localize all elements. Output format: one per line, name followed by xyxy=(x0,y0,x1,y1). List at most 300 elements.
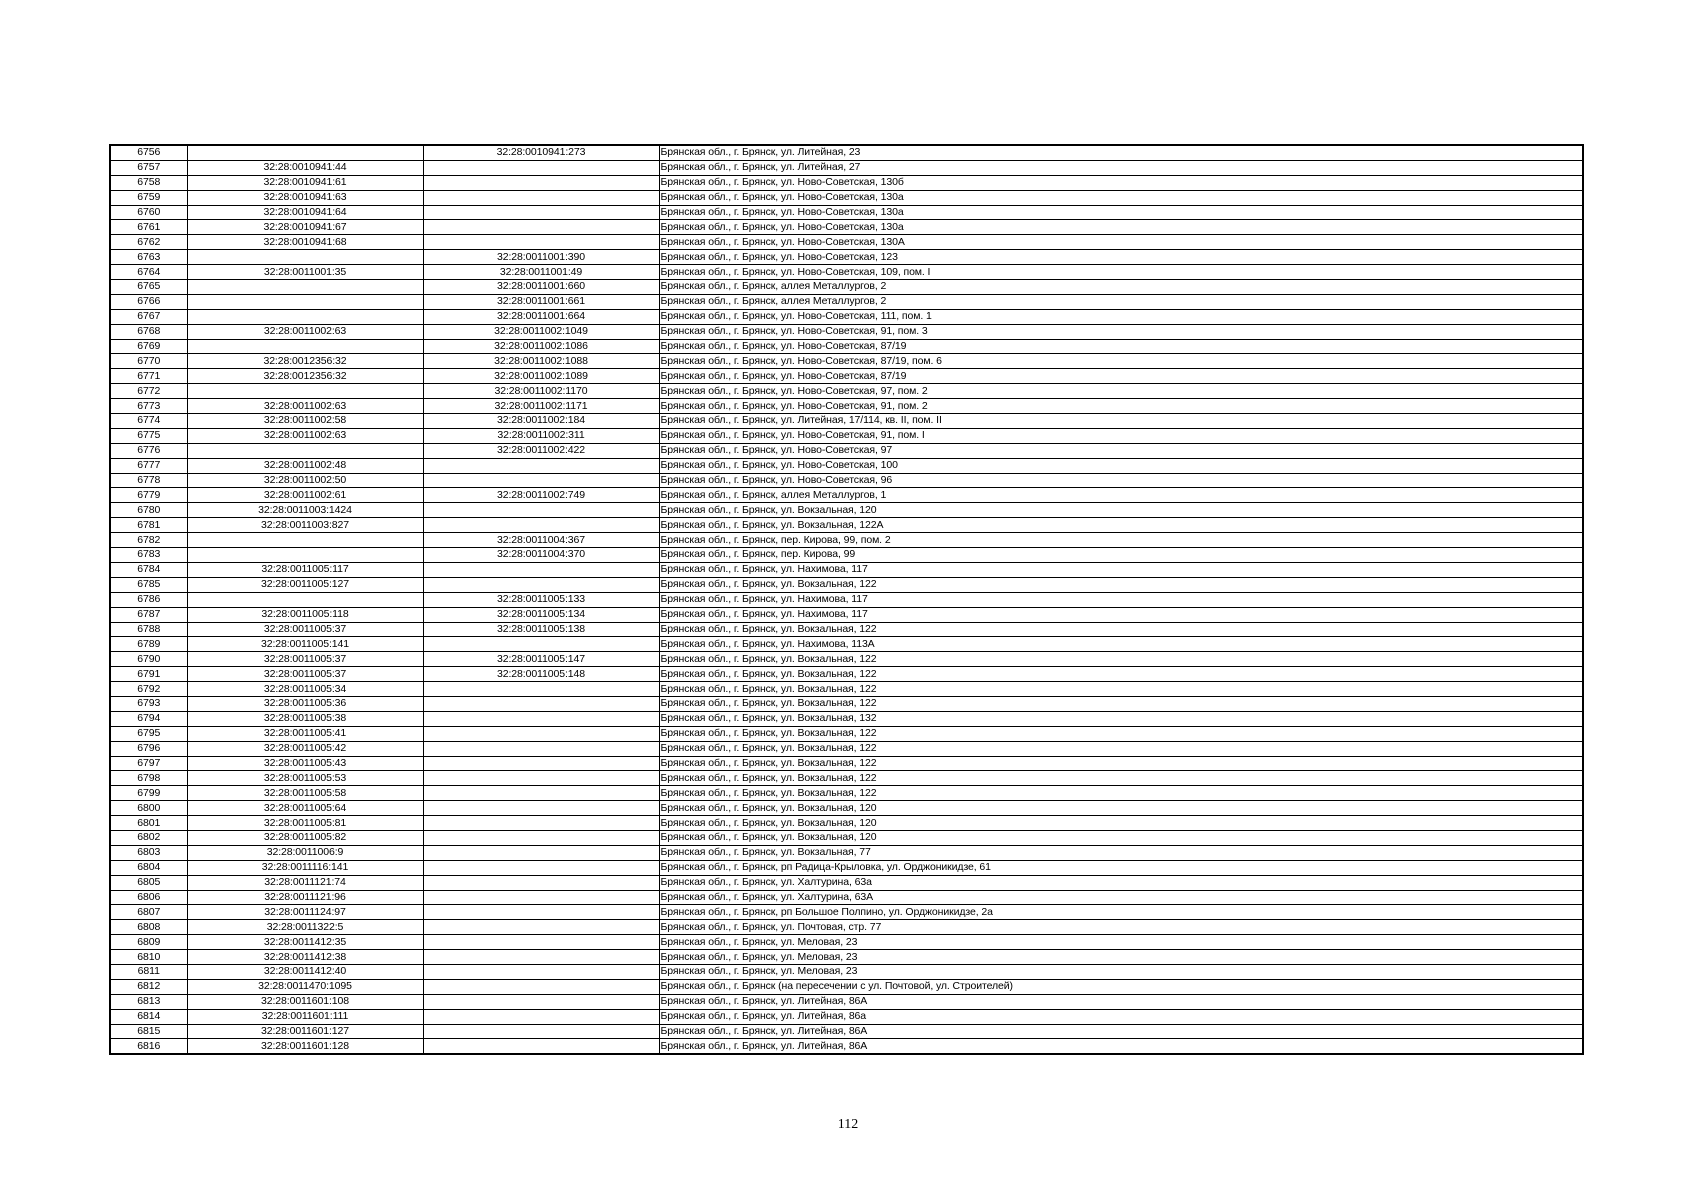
row-number-cell: 6787 xyxy=(110,607,187,622)
row-number-cell: 6782 xyxy=(110,533,187,548)
table-row xyxy=(110,816,1583,831)
address-cell: Брянская обл., г. Брянск, ул. Ново-Советская, 130А xyxy=(659,235,1583,250)
address-cell: Брянская обл., г. Брянск, рп Большое Полпино, ул. Орджоникидзе, 2а xyxy=(659,905,1583,920)
land-cadastral-number-cell xyxy=(187,548,423,563)
table-row xyxy=(110,384,1583,399)
land-cadastral-number-cell: 32:28:0011412:38 xyxy=(187,950,423,965)
table-body xyxy=(110,145,1583,1054)
address-cell: Брянская обл., г. Брянск, пер. Кирова, 99 xyxy=(659,548,1583,563)
address-cell: Брянская обл., г. Брянск, ул. Халтурина, 63А xyxy=(659,890,1583,905)
building-cadastral-number-cell xyxy=(423,830,659,845)
building-cadastral-number-cell xyxy=(423,518,659,533)
table-row xyxy=(110,964,1583,979)
land-cadastral-number-cell: 32:28:0011005:38 xyxy=(187,711,423,726)
building-cadastral-number-cell xyxy=(423,801,659,816)
building-cadastral-number-cell: 32:28:0011002:749 xyxy=(423,488,659,503)
row-number-cell: 6798 xyxy=(110,771,187,786)
building-cadastral-number-cell xyxy=(423,473,659,488)
land-cadastral-number-cell: 32:28:0011005:36 xyxy=(187,696,423,711)
address-cell: Брянская обл., г. Брянск, ул. Вокзальная, 122 xyxy=(659,756,1583,771)
building-cadastral-number-cell xyxy=(423,711,659,726)
table-row xyxy=(110,145,1583,160)
address-cell: Брянская обл., г. Брянск, ул. Нахимова, 117 xyxy=(659,562,1583,577)
building-cadastral-number-cell: 32:28:0011002:422 xyxy=(423,443,659,458)
table-row xyxy=(110,265,1583,280)
table-row xyxy=(110,622,1583,637)
address-cell: Брянская обл., г. Брянск, ул. Вокзальная, 122 xyxy=(659,667,1583,682)
land-cadastral-number-cell: 32:28:0011005:37 xyxy=(187,667,423,682)
row-number-cell: 6810 xyxy=(110,950,187,965)
building-cadastral-number-cell xyxy=(423,741,659,756)
address-cell: Брянская обл., г. Брянск, ул. Ново-Советская, 91, пом. I xyxy=(659,428,1583,443)
row-number-cell: 6761 xyxy=(110,220,187,235)
address-cell: Брянская обл., г. Брянск, ул. Вокзальная, 122 xyxy=(659,741,1583,756)
row-number-cell: 6759 xyxy=(110,190,187,205)
building-cadastral-number-cell: 32:28:0011002:184 xyxy=(423,414,659,429)
address-cell: Брянская обл., г. Брянск, ул. Литейная, 86А xyxy=(659,1024,1583,1039)
row-number-cell: 6788 xyxy=(110,622,187,637)
table-row xyxy=(110,562,1583,577)
land-cadastral-number-cell: 32:28:0011005:118 xyxy=(187,607,423,622)
table-row xyxy=(110,428,1583,443)
building-cadastral-number-cell: 32:28:0011001:661 xyxy=(423,294,659,309)
table-row xyxy=(110,979,1583,994)
address-cell: Брянская обл., г. Брянск, ул. Вокзальная, 120 xyxy=(659,801,1583,816)
table-row xyxy=(110,280,1583,295)
address-cell: Брянская обл., г. Брянск, ул. Ново-Советская, 109, пом. I xyxy=(659,265,1583,280)
address-cell: Брянская обл., г. Брянск, ул. Вокзальная, 122 xyxy=(659,622,1583,637)
row-number-cell: 6764 xyxy=(110,265,187,280)
land-cadastral-number-cell: 32:28:0011005:34 xyxy=(187,682,423,697)
building-cadastral-number-cell: 32:28:0011005:133 xyxy=(423,592,659,607)
address-cell: Брянская обл., г. Брянск, ул. Ново-Советская, 87/19 xyxy=(659,369,1583,384)
address-cell: Брянская обл., г. Брянск, ул. Литейная, 86А xyxy=(659,994,1583,1009)
row-number-cell: 6757 xyxy=(110,160,187,175)
row-number-cell: 6809 xyxy=(110,935,187,950)
address-cell: Брянская обл., г. Брянск, ул. Ново-Советская, 130б xyxy=(659,175,1583,190)
row-number-cell: 6792 xyxy=(110,682,187,697)
building-cadastral-number-cell: 32:28:0010941:273 xyxy=(423,145,659,160)
building-cadastral-number-cell xyxy=(423,637,659,652)
land-cadastral-number-cell: 32:28:0011002:50 xyxy=(187,473,423,488)
row-number-cell: 6807 xyxy=(110,905,187,920)
land-cadastral-number-cell: 32:28:0010941:61 xyxy=(187,175,423,190)
building-cadastral-number-cell: 32:28:0011001:390 xyxy=(423,250,659,265)
land-cadastral-number-cell: 32:28:0010941:44 xyxy=(187,160,423,175)
building-cadastral-number-cell: 32:28:0011005:148 xyxy=(423,667,659,682)
address-cell: Брянская обл., г. Брянск, ул. Ново-Советская, 97, пом. 2 xyxy=(659,384,1583,399)
land-cadastral-number-cell: 32:28:0012356:32 xyxy=(187,369,423,384)
land-cadastral-number-cell: 32:28:0011001:35 xyxy=(187,265,423,280)
land-cadastral-number-cell xyxy=(187,384,423,399)
row-number-cell: 6758 xyxy=(110,175,187,190)
table-row xyxy=(110,1009,1583,1024)
address-cell: Брянская обл., г. Брянск, ул. Почтовая, стр. 77 xyxy=(659,920,1583,935)
land-cadastral-number-cell: 32:28:0011005:117 xyxy=(187,562,423,577)
table-row xyxy=(110,220,1583,235)
address-cell: Брянская обл., г. Брянск, пер. Кирова, 99, пом. 2 xyxy=(659,533,1583,548)
land-cadastral-number-cell: 32:28:0011121:96 xyxy=(187,890,423,905)
table-row xyxy=(110,175,1583,190)
address-cell: Брянская обл., г. Брянск, ул. Нахимова, 113А xyxy=(659,637,1583,652)
land-cadastral-number-cell: 32:28:0011005:141 xyxy=(187,637,423,652)
building-cadastral-number-cell xyxy=(423,1009,659,1024)
table-row xyxy=(110,935,1583,950)
row-number-cell: 6808 xyxy=(110,920,187,935)
building-cadastral-number-cell: 32:28:0011004:367 xyxy=(423,533,659,548)
row-number-cell: 6804 xyxy=(110,860,187,875)
land-cadastral-number-cell: 32:28:0011005:81 xyxy=(187,816,423,831)
table-row xyxy=(110,637,1583,652)
land-cadastral-number-cell: 32:28:0011002:58 xyxy=(187,414,423,429)
row-number-cell: 6816 xyxy=(110,1039,187,1054)
building-cadastral-number-cell: 32:28:0011002:311 xyxy=(423,428,659,443)
table-row xyxy=(110,354,1583,369)
building-cadastral-number-cell: 32:28:0011001:49 xyxy=(423,265,659,280)
table-row xyxy=(110,592,1583,607)
row-number-cell: 6781 xyxy=(110,518,187,533)
land-cadastral-number-cell: 32:28:0011005:41 xyxy=(187,726,423,741)
building-cadastral-number-cell xyxy=(423,979,659,994)
row-number-cell: 6785 xyxy=(110,577,187,592)
building-cadastral-number-cell: 32:28:0011005:147 xyxy=(423,652,659,667)
table-row xyxy=(110,190,1583,205)
land-cadastral-number-cell xyxy=(187,145,423,160)
table-row xyxy=(110,786,1583,801)
address-cell: Брянская обл., г. Брянск, ул. Меловая, 23 xyxy=(659,964,1583,979)
land-cadastral-number-cell: 32:28:0011005:58 xyxy=(187,786,423,801)
address-cell: Брянская обл., г. Брянск, ул. Ново-Советская, 130а xyxy=(659,205,1583,220)
building-cadastral-number-cell xyxy=(423,890,659,905)
land-cadastral-number-cell: 32:28:0011005:64 xyxy=(187,801,423,816)
table-row xyxy=(110,741,1583,756)
row-number-cell: 6763 xyxy=(110,250,187,265)
land-cadastral-number-cell: 32:28:0011412:40 xyxy=(187,964,423,979)
address-cell: Брянская обл., г. Брянск, ул. Литейная, 27 xyxy=(659,160,1583,175)
land-cadastral-number-cell: 32:28:0011005:53 xyxy=(187,771,423,786)
building-cadastral-number-cell xyxy=(423,562,659,577)
land-cadastral-number-cell: 32:28:0011002:63 xyxy=(187,428,423,443)
address-cell: Брянская обл., г. Брянск, ул. Вокзальная, 122 xyxy=(659,577,1583,592)
building-cadastral-number-cell: 32:28:0011001:664 xyxy=(423,309,659,324)
address-cell: Брянская обл., г. Брянск, ул. Ново-Советская, 111, пом. 1 xyxy=(659,309,1583,324)
land-cadastral-number-cell: 32:28:0011002:61 xyxy=(187,488,423,503)
table-row xyxy=(110,473,1583,488)
building-cadastral-number-cell xyxy=(423,935,659,950)
table-row xyxy=(110,756,1583,771)
land-cadastral-number-cell: 32:28:0011601:111 xyxy=(187,1009,423,1024)
table-row xyxy=(110,994,1583,1009)
table-row xyxy=(110,652,1583,667)
table-row xyxy=(110,801,1583,816)
building-cadastral-number-cell: 32:28:0011002:1171 xyxy=(423,399,659,414)
table-row xyxy=(110,830,1583,845)
page-number: 112 xyxy=(837,1117,859,1132)
table-row xyxy=(110,533,1583,548)
table-row xyxy=(110,309,1583,324)
table-row xyxy=(110,696,1583,711)
land-cadastral-number-cell: 32:28:0011002:48 xyxy=(187,458,423,473)
building-cadastral-number-cell xyxy=(423,458,659,473)
table-row xyxy=(110,771,1583,786)
building-cadastral-number-cell xyxy=(423,190,659,205)
address-cell: Брянская обл., г. Брянск (на пересечении с ул. Почтовой, ул. Строителей) xyxy=(659,979,1583,994)
building-cadastral-number-cell xyxy=(423,756,659,771)
building-cadastral-number-cell: 32:28:0011002:1088 xyxy=(423,354,659,369)
table-row xyxy=(110,726,1583,741)
building-cadastral-number-cell xyxy=(423,1024,659,1039)
row-number-cell: 6771 xyxy=(110,369,187,384)
row-number-cell: 6778 xyxy=(110,473,187,488)
land-cadastral-number-cell: 32:28:0011121:74 xyxy=(187,875,423,890)
address-cell: Брянская обл., г. Брянск, ул. Вокзальная, 120 xyxy=(659,816,1583,831)
building-cadastral-number-cell xyxy=(423,875,659,890)
address-cell: Брянская обл., г. Брянск, ул. Нахимова, 117 xyxy=(659,592,1583,607)
address-cell: Брянская обл., г. Брянск, аллея Металлургов, 2 xyxy=(659,294,1583,309)
land-cadastral-number-cell: 32:28:0011005:127 xyxy=(187,577,423,592)
land-cadastral-number-cell: 32:28:0010941:68 xyxy=(187,235,423,250)
table-row xyxy=(110,905,1583,920)
address-cell: Брянская обл., г. Брянск, ул. Ново-Советская, 87/19 xyxy=(659,339,1583,354)
table-row xyxy=(110,1024,1583,1039)
land-cadastral-number-cell: 32:28:0011322:5 xyxy=(187,920,423,935)
building-cadastral-number-cell xyxy=(423,920,659,935)
address-cell: Брянская обл., г. Брянск, ул. Вокзальная, 122 xyxy=(659,771,1583,786)
row-number-cell: 6783 xyxy=(110,548,187,563)
address-cell: Брянская обл., г. Брянск, ул. Литейная, 86А xyxy=(659,1039,1583,1054)
land-cadastral-number-cell: 32:28:0011116:141 xyxy=(187,860,423,875)
address-cell: Брянская обл., г. Брянск, рп Радица-Крыловка, ул. Орджоникидзе, 61 xyxy=(659,860,1583,875)
row-number-cell: 6791 xyxy=(110,667,187,682)
table-row xyxy=(110,920,1583,935)
land-cadastral-number-cell: 32:28:0011005:37 xyxy=(187,622,423,637)
address-cell: Брянская обл., г. Брянск, ул. Ново-Советская, 100 xyxy=(659,458,1583,473)
building-cadastral-number-cell: 32:28:0011002:1089 xyxy=(423,369,659,384)
table-row xyxy=(110,339,1583,354)
building-cadastral-number-cell xyxy=(423,205,659,220)
row-number-cell: 6780 xyxy=(110,503,187,518)
row-number-cell: 6779 xyxy=(110,488,187,503)
building-cadastral-number-cell xyxy=(423,964,659,979)
building-cadastral-number-cell xyxy=(423,682,659,697)
table-row xyxy=(110,667,1583,682)
table-row xyxy=(110,845,1583,860)
row-number-cell: 6806 xyxy=(110,890,187,905)
building-cadastral-number-cell: 32:28:0011002:1170 xyxy=(423,384,659,399)
table-row xyxy=(110,160,1583,175)
table-row xyxy=(110,205,1583,220)
row-number-cell: 6805 xyxy=(110,875,187,890)
address-cell: Брянская обл., г. Брянск, ул. Вокзальная, 122 xyxy=(659,682,1583,697)
land-cadastral-number-cell: 32:28:0010941:63 xyxy=(187,190,423,205)
land-cadastral-number-cell xyxy=(187,280,423,295)
row-number-cell: 6790 xyxy=(110,652,187,667)
table-row xyxy=(110,488,1583,503)
row-number-cell: 6760 xyxy=(110,205,187,220)
row-number-cell: 6813 xyxy=(110,994,187,1009)
row-number-cell: 6814 xyxy=(110,1009,187,1024)
building-cadastral-number-cell xyxy=(423,1039,659,1054)
row-number-cell: 6766 xyxy=(110,294,187,309)
address-cell: Брянская обл., г. Брянск, ул. Литейная, 17/114, кв. II, пом. II xyxy=(659,414,1583,429)
row-number-cell: 6796 xyxy=(110,741,187,756)
address-cell: Брянская обл., г. Брянск, ул. Ново-Советская, 130а xyxy=(659,190,1583,205)
land-cadastral-number-cell xyxy=(187,592,423,607)
address-cell: Брянская обл., г. Брянск, ул. Ново-Советская, 97 xyxy=(659,443,1583,458)
table-row xyxy=(110,548,1583,563)
building-cadastral-number-cell: 32:28:0011001:660 xyxy=(423,280,659,295)
address-cell: Брянская обл., г. Брянск, ул. Меловая, 23 xyxy=(659,935,1583,950)
address-cell: Брянская обл., г. Брянск, ул. Вокзальная, 122 xyxy=(659,652,1583,667)
land-cadastral-number-cell xyxy=(187,339,423,354)
building-cadastral-number-cell xyxy=(423,726,659,741)
building-cadastral-number-cell: 32:28:0011002:1086 xyxy=(423,339,659,354)
land-cadastral-number-cell: 32:28:0011002:63 xyxy=(187,399,423,414)
address-cell: Брянская обл., г. Брянск, аллея Металлургов, 2 xyxy=(659,280,1583,295)
address-cell: Брянская обл., г. Брянск, ул. Ново-Советская, 96 xyxy=(659,473,1583,488)
row-number-cell: 6767 xyxy=(110,309,187,324)
table-row xyxy=(110,369,1583,384)
address-cell: Брянская обл., г. Брянск, ул. Вокзальная, 122А xyxy=(659,518,1583,533)
address-cell: Брянская обл., г. Брянск, ул. Вокзальная, 120 xyxy=(659,503,1583,518)
address-cell: Брянская обл., г. Брянск, ул. Литейная, 23 xyxy=(659,145,1583,160)
table-row xyxy=(110,414,1583,429)
table-row xyxy=(110,518,1583,533)
land-cadastral-number-cell: 32:28:0011006:9 xyxy=(187,845,423,860)
address-cell: Брянская обл., г. Брянск, ул. Ново-Советская, 130а xyxy=(659,220,1583,235)
address-cell: Брянская обл., г. Брянск, ул. Вокзальная, 122 xyxy=(659,696,1583,711)
row-number-cell: 6794 xyxy=(110,711,187,726)
row-number-cell: 6777 xyxy=(110,458,187,473)
table-row xyxy=(110,235,1583,250)
table-row xyxy=(110,860,1583,875)
address-cell: Брянская обл., г. Брянск, ул. Вокзальная, 120 xyxy=(659,830,1583,845)
row-number-cell: 6770 xyxy=(110,354,187,369)
building-cadastral-number-cell: 32:28:0011004:370 xyxy=(423,548,659,563)
row-number-cell: 6786 xyxy=(110,592,187,607)
building-cadastral-number-cell xyxy=(423,235,659,250)
table-row xyxy=(110,577,1583,592)
land-cadastral-number-cell: 32:28:0011005:42 xyxy=(187,741,423,756)
land-cadastral-number-cell: 32:28:0011601:128 xyxy=(187,1039,423,1054)
table-row xyxy=(110,950,1583,965)
land-cadastral-number-cell: 32:28:0011470:1095 xyxy=(187,979,423,994)
land-cadastral-number-cell: 32:28:0011005:82 xyxy=(187,830,423,845)
address-cell: Брянская обл., г. Брянск, ул. Ново-Советская, 91, пом. 2 xyxy=(659,399,1583,414)
table-row xyxy=(110,503,1583,518)
land-cadastral-number-cell: 32:28:0011003:827 xyxy=(187,518,423,533)
address-cell: Брянская обл., г. Брянск, ул. Халтурина, 63а xyxy=(659,875,1583,890)
row-number-cell: 6800 xyxy=(110,801,187,816)
building-cadastral-number-cell: 32:28:0011005:134 xyxy=(423,607,659,622)
building-cadastral-number-cell xyxy=(423,771,659,786)
row-number-cell: 6775 xyxy=(110,428,187,443)
row-number-cell: 6789 xyxy=(110,637,187,652)
building-cadastral-number-cell xyxy=(423,577,659,592)
building-cadastral-number-cell xyxy=(423,220,659,235)
land-cadastral-number-cell: 32:28:0011005:37 xyxy=(187,652,423,667)
building-cadastral-number-cell xyxy=(423,860,659,875)
building-cadastral-number-cell xyxy=(423,175,659,190)
address-cell: Брянская обл., г. Брянск, ул. Ново-Советская, 87/19, пом. 6 xyxy=(659,354,1583,369)
address-cell: Брянская обл., г. Брянск, ул. Вокзальная, 77 xyxy=(659,845,1583,860)
table-row xyxy=(110,1039,1583,1054)
building-cadastral-number-cell xyxy=(423,816,659,831)
address-cell: Брянская обл., г. Брянск, ул. Ново-Советская, 123 xyxy=(659,250,1583,265)
land-cadastral-number-cell: 32:28:0011412:35 xyxy=(187,935,423,950)
land-cadastral-number-cell: 32:28:0010941:67 xyxy=(187,220,423,235)
land-cadastral-number-cell xyxy=(187,309,423,324)
building-cadastral-number-cell xyxy=(423,905,659,920)
table-row xyxy=(110,875,1583,890)
land-cadastral-number-cell: 32:28:0011005:43 xyxy=(187,756,423,771)
building-cadastral-number-cell: 32:28:0011005:138 xyxy=(423,622,659,637)
row-number-cell: 6811 xyxy=(110,964,187,979)
row-number-cell: 6774 xyxy=(110,414,187,429)
row-number-cell: 6801 xyxy=(110,816,187,831)
row-number-cell: 6768 xyxy=(110,324,187,339)
row-number-cell: 6784 xyxy=(110,562,187,577)
row-number-cell: 6772 xyxy=(110,384,187,399)
land-cadastral-number-cell: 32:28:0010941:64 xyxy=(187,205,423,220)
row-number-cell: 6802 xyxy=(110,830,187,845)
building-cadastral-number-cell xyxy=(423,160,659,175)
land-cadastral-number-cell: 32:28:0012356:32 xyxy=(187,354,423,369)
table-row xyxy=(110,682,1583,697)
address-cell: Брянская обл., г. Брянск, ул. Вокзальная, 122 xyxy=(659,726,1583,741)
land-cadastral-number-cell xyxy=(187,443,423,458)
building-cadastral-number-cell xyxy=(423,994,659,1009)
table-row xyxy=(110,294,1583,309)
row-number-cell: 6812 xyxy=(110,979,187,994)
address-cell: Брянская обл., г. Брянск, ул. Вокзальная, 122 xyxy=(659,786,1583,801)
land-cadastral-number-cell: 32:28:0011002:63 xyxy=(187,324,423,339)
land-cadastral-number-cell: 32:28:0011601:127 xyxy=(187,1024,423,1039)
building-cadastral-number-cell xyxy=(423,845,659,860)
land-cadastral-number-cell xyxy=(187,294,423,309)
row-number-cell: 6776 xyxy=(110,443,187,458)
land-cadastral-number-cell xyxy=(187,250,423,265)
address-cell: Брянская обл., г. Брянск, ул. Ново-Советская, 91, пом. 3 xyxy=(659,324,1583,339)
address-cell: Брянская обл., г. Брянск, ул. Вокзальная, 132 xyxy=(659,711,1583,726)
building-cadastral-number-cell xyxy=(423,503,659,518)
row-number-cell: 6803 xyxy=(110,845,187,860)
building-cadastral-number-cell xyxy=(423,786,659,801)
table-row xyxy=(110,443,1583,458)
row-number-cell: 6797 xyxy=(110,756,187,771)
land-cadastral-number-cell: 32:28:0011003:1424 xyxy=(187,503,423,518)
address-cell: Брянская обл., г. Брянск, ул. Нахимова, 117 xyxy=(659,607,1583,622)
cadastral-registry-table xyxy=(109,144,1584,1055)
building-cadastral-number-cell xyxy=(423,696,659,711)
address-cell: Брянская обл., г. Брянск, ул. Литейная, 86а xyxy=(659,1009,1583,1024)
table-row xyxy=(110,607,1583,622)
row-number-cell: 6815 xyxy=(110,1024,187,1039)
row-number-cell: 6793 xyxy=(110,696,187,711)
land-cadastral-number-cell: 32:28:0011124:97 xyxy=(187,905,423,920)
row-number-cell: 6769 xyxy=(110,339,187,354)
table-row xyxy=(110,324,1583,339)
land-cadastral-number-cell xyxy=(187,533,423,548)
building-cadastral-number-cell: 32:28:0011002:1049 xyxy=(423,324,659,339)
table-row xyxy=(110,250,1583,265)
row-number-cell: 6799 xyxy=(110,786,187,801)
table-row xyxy=(110,399,1583,414)
table-row xyxy=(110,711,1583,726)
address-cell: Брянская обл., г. Брянск, ул. Меловая, 23 xyxy=(659,950,1583,965)
row-number-cell: 6765 xyxy=(110,280,187,295)
table-row xyxy=(110,890,1583,905)
